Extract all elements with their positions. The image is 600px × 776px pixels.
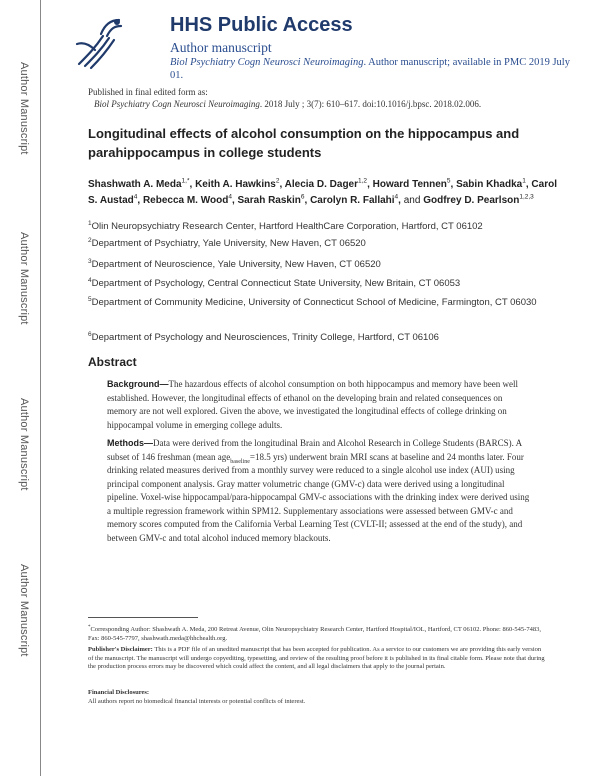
author-affiliation-mark: 1,* [181, 177, 190, 185]
published-citation [88, 99, 548, 111]
author-name[interactable]: Carolyn R. Fallahi [310, 195, 395, 206]
journal-availability [170, 56, 570, 82]
affiliation-number: 5 [88, 295, 92, 303]
methods-label: Methods— [107, 438, 153, 448]
affiliation-text: Department of Psychology, Central Connecticut State University, New Britain, CT 06053 [91, 278, 461, 289]
abstract-background [107, 378, 532, 432]
sidebar-label: Author Manuscript [18, 398, 30, 491]
hhs-public-access-title: HHS Public Access [170, 14, 353, 36]
affiliation-number: 3 [88, 257, 92, 265]
affiliation [88, 220, 558, 234]
hhs-eagle-logo-icon [73, 14, 125, 70]
financial-disclosures [88, 689, 546, 706]
methods-text: Data were derived from the longitudinal Brain and Alcohol Research in College Students (BARCS). A subset of 146 freshman (mean age [107, 438, 522, 462]
methods-text-continued: =18.5 yrs) underwent brain MRI scans at baseline and 24 months later. Four drinking related measures derived from a monthly survey were reduced to a single alcohol use index (AUI) using principal component analysis. Gray matter volumetric change (GMV-c) data were derived using a longitudinal pipeline. Voxel-wise hippocampal/para-hippocampal GMV-c associations with the drinking index were derived using a multiple regression framework within SPM12. Supplementary associations were assessed between GMV-c and memory scores computed from the California Verbal Learning Test (CVLT-II; assessed at the end of the study), and between GMV-c and total alcohol induced memory blackouts. [107, 451, 530, 543]
author-name[interactable]: Alecia D. Dager [284, 179, 359, 190]
sidebar-label: Author Manuscript [18, 232, 30, 325]
affiliation-text: Department of Psychology and Neurosciences, Trinity College, Hartford, CT 06106 [91, 332, 439, 343]
author-name[interactable]: Sarah Raskin [237, 195, 301, 206]
author-affiliation-mark: 1,2 [358, 177, 368, 185]
author-affiliation-mark: 1 [522, 177, 526, 185]
background-text: The hazardous effects of alcohol consumption on both hippocampus and memory have been well established. However, the longitudinal effects of ethanol on the developing brain and related consequences on memory are not well explored. Given the above, we investigated the longitudinal effects of college drinking on hippocampal volume in emerging college adults. [107, 379, 518, 430]
affiliation [88, 237, 558, 251]
affiliation [88, 296, 558, 310]
sidebar-label: Author Manuscript [18, 62, 30, 155]
author-affiliation-mark: 5 [446, 177, 451, 185]
affiliation-text: Olin Neuropsychiatry Research Center, Hartford HealthCare Corporation, Hartford, CT 06102 [91, 221, 483, 232]
author-affiliation-mark: 4 [133, 193, 138, 201]
affiliation-text: Department of Community Medicine, University of Connecticut School of Medicine, Farmington, CT 06030 [91, 297, 537, 308]
author-name[interactable]: Shashwath A. Meda [88, 179, 182, 190]
financial-label: Financial Disclosures: [88, 689, 150, 696]
affiliation [88, 331, 558, 345]
published-label: Published in final edited form as: [88, 87, 208, 97]
hhs-header [40, 0, 600, 86]
author-affiliation-mark: 2 [275, 177, 280, 185]
author-manuscript-label: Author manuscript [170, 40, 272, 55]
affiliation-number: 2 [88, 236, 92, 244]
author-list: Shashwath A. Meda$^{1,*}$, Keith A. Hawkins$^2$, Alecia D. Dager$^{1,2}$, Howard Tennen$^5$, Sabin Khadka$^1$, Carol S. Austad$^4$, Rebecca M. Wood$^4$, Sarah Raskin$^6$, Carolyn R. Fallahi$^4$, and Godfrey D. Pearlson$^{1,2,3}$ [88, 177, 557, 206]
availability-text: . Author manuscript; available in PMC 2019 July 01. [170, 57, 570, 81]
author-affiliation-mark: 4 [228, 193, 232, 201]
doi-text[interactable]: . 2018 July ; 3(7): 610–617. doi:10.1016/j.bpsc. 2018.02.006. [259, 98, 482, 109]
author-affiliation-mark: 4 [394, 193, 399, 201]
affiliation-number: 6 [88, 330, 92, 338]
corresponding-author-text[interactable]: Corresponding Author: Shashwath A. Meda, 200 Retreat Avenue, Olin Neuropsychiatry Research Center, Hartford Hospital/IOL, Hartford, CT 06102. Phone: 860-545-7483, Fax: 860-545-7797, shashwath.meda@hhchealth.org. [88, 626, 541, 642]
corresponding-author-note [88, 626, 546, 643]
authors-conjunction: and [403, 195, 421, 206]
published-journal: Biol Psychiatry Cogn Neurosci Neuroimaging [94, 98, 260, 109]
author-name[interactable]: Godfrey D. Pearlson [423, 195, 520, 206]
abstract-methods [107, 437, 532, 545]
affiliation-number: 1 [88, 219, 92, 227]
article-title: Longitudinal effects of alcohol consumption on the hippocampus and parahippocampus in college students [88, 126, 520, 160]
author-name[interactable]: Carol S. Austad [88, 179, 557, 206]
affiliation-text: Department of Neuroscience, Yale University, New Haven, CT 06520 [91, 259, 381, 270]
author-affiliation-mark: 1,2,3 [519, 193, 534, 201]
author-manuscript-sidebar [0, 0, 41, 776]
background-label: Background— [107, 379, 169, 389]
disclaimer-label: Publisher's Disclaimer: [88, 646, 153, 653]
methods-subscript: baseline [230, 458, 250, 465]
author-name[interactable]: Keith A. Hawkins [195, 179, 276, 190]
affiliation [88, 258, 558, 272]
affiliation-number: 4 [88, 276, 92, 284]
abstract-heading: Abstract [88, 355, 137, 369]
publisher-disclaimer [88, 646, 546, 672]
author-affiliation-mark: 6 [300, 193, 305, 201]
sidebar-label: Author Manuscript [18, 564, 30, 657]
disclaimer-text: This is a PDF file of an unedited manuscript that has been accepted for publication. As a service to our customers we are providing this early version of the manuscript. The manuscript will undergo copyediting, typesetting, and review of the resulting proof before it is published in its final citable form. Please note that during the production process errors may be discovered which could affect the content, and all legal disclaimers that apply to the journal pertain. [88, 646, 545, 670]
footnote-divider [88, 617, 198, 618]
journal-name[interactable]: Biol Psychiatry Cogn Neurosci Neuroimaging [170, 57, 364, 68]
author-name[interactable]: Sabin Khadka [456, 179, 523, 190]
financial-text: All authors report no biomedical financial interests or potential conflicts of interest. [88, 697, 306, 705]
affiliation [88, 277, 558, 291]
published-in [88, 87, 548, 110]
affiliation-text: Department of Psychiatry, Yale University, New Haven, CT 06520 [91, 238, 366, 249]
author-name[interactable]: Rebecca M. Wood [142, 195, 229, 206]
author-name[interactable]: Howard Tennen [372, 179, 447, 190]
footnote-mark: * [88, 624, 91, 630]
